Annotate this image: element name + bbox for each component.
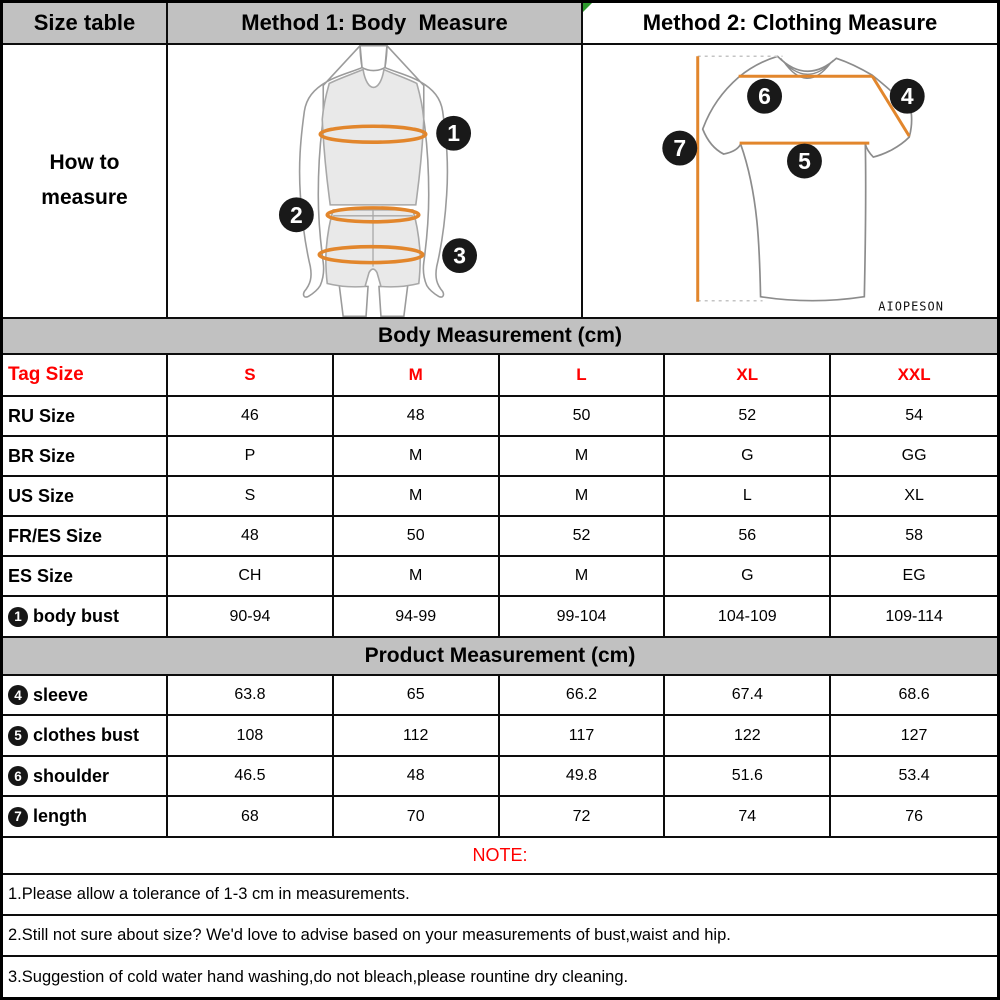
method2-header-label: Method 2: Clothing Measure [642,10,938,35]
body-measurement-band [3,319,997,355]
row-label-sleeve [3,676,168,714]
svg-text:2: 2 [290,201,303,228]
method2-header [583,3,997,43]
value-cell-ru-size-4: 54 [905,407,923,424]
value-cell-shoulder-1: 48 [334,757,500,795]
value-cell-clothes-bust-3: 122 [665,716,831,755]
value-cell-tag-size-2: L [500,355,666,395]
tshirt-outline [703,56,912,300]
row-label-text: US Size [8,485,75,506]
value-cell-length-3: 74 [665,797,831,836]
table-row-clothes-bust [3,716,997,757]
notes-list [3,875,997,997]
circle-marker-4-icon: 4 [8,685,28,705]
value-cell-us-size-1: M [334,477,500,515]
value-cell-sleeve-2: 66.2 [500,676,666,714]
value-cell-body-bust-2: 99-104 [500,597,666,636]
row-label-text: body bust [33,606,119,626]
marker-5-icon [787,144,822,179]
value-cell-fr-es-size-3: 56 [665,517,831,555]
value-cell-us-size-0: S [168,477,334,515]
value-cell-shoulder-4: 53.4 [898,767,930,784]
row-label-text: clothes bust [33,725,140,745]
value-cell-fr-es-size-0: 48 [168,517,334,555]
row-label-text: sleeve [33,684,89,705]
table-row-br-size [3,437,997,477]
illustration-row [3,45,997,319]
value-cell-ru-size-0: 46 [168,397,334,435]
svg-text:1: 1 [447,120,460,147]
marker-3-icon [442,238,477,273]
row-label-ru-size [3,397,168,435]
row-label-length [3,797,168,836]
value-cell-sleeve-3: 67.4 [665,676,831,714]
value-cell-tag-size-3: XL [665,355,831,395]
circle-marker-7-icon: 7 [8,807,28,827]
table-row-sleeve [3,676,997,716]
row-label-es-size [3,557,168,595]
value-cell-fr-es-size-2: 52 [500,517,666,555]
row-label-fr-es-size [3,517,168,555]
brand-text: AIOPESON [878,299,944,314]
body-neck [360,46,387,71]
value-cell-shoulder-2: 49.8 [500,757,666,795]
table-row-length [3,797,997,838]
note-item-3: 3.Suggestion of cold water hand washing,do not bleach,please rountine dry cleaning. [8,967,629,986]
value-cell-br-size-0: P [168,437,334,475]
svg-text:5: 5 [798,148,811,175]
value-cell-fr-es-size-4: 58 [905,527,923,544]
row-label-tag-size [3,355,168,395]
value-cell-es-size-4: EG [902,567,926,584]
body-left-leg [339,284,368,316]
marker-4-icon [890,79,925,114]
body-right-leg [379,284,408,316]
row-label-clothes-bust [3,716,168,755]
svg-text:4: 4 [900,83,914,110]
value-cell-clothes-bust-4: 127 [900,726,928,744]
row-label-text: ES Size [8,565,74,586]
value-cell-es-size-3: G [665,557,831,595]
note-item-2: 2.Still not sure about size? We'd love to advise based on your measurements of bust,waist and hip. [3,916,997,957]
value-cell-sleeve-0: 63.8 [168,676,334,714]
product-measurement-title: Product Measurement (cm) [3,638,997,674]
svg-text:6: 6 [758,83,771,110]
row-label-br-size [3,437,168,475]
row-label-shoulder [3,757,168,795]
body-measurement-title: Body Measurement (cm) [3,319,997,353]
value-cell-clothes-bust-1: 112 [334,716,500,755]
table-row-shoulder [3,757,997,797]
value-cell-es-size-0: CH [168,557,334,595]
marker-6-icon [747,79,782,114]
value-cell-length-2: 72 [500,797,666,836]
value-cell-ru-size-1: 48 [334,397,500,435]
value-cell-body-bust-3: 104-109 [665,597,831,636]
body-measurement-table [3,355,997,638]
svg-text:3: 3 [453,242,466,269]
value-cell-fr-es-size-1: 50 [334,517,500,555]
value-cell-ru-size-2: 50 [500,397,666,435]
value-cell-us-size-3: L [665,477,831,515]
clothing-diagram [583,45,997,317]
body-diagram-cell [168,45,583,317]
value-cell-body-bust-4: 109-114 [885,607,943,625]
cell-comment-marker-icon [583,3,592,12]
value-cell-length-0: 68 [168,797,334,836]
value-cell-shoulder-0: 46.5 [168,757,334,795]
tank-top [322,70,424,205]
value-cell-body-bust-0: 90-94 [168,597,334,636]
table-row-ru-size [3,397,997,437]
row-label-text: Tag Size [8,364,84,385]
row-label-text: shoulder [33,765,110,786]
table-row-fr-es-size [3,517,997,557]
value-cell-ru-size-3: 52 [665,397,831,435]
row-label-us-size [3,477,168,515]
marker-2-icon [279,197,314,232]
circle-marker-6-icon: 6 [8,766,28,786]
value-cell-us-size-4: XL [904,487,924,504]
value-cell-br-size-1: M [334,437,500,475]
product-measurement-table [3,676,997,838]
value-cell-sleeve-1: 65 [334,676,500,714]
row-label-body-bust [3,597,168,636]
product-measurement-band [3,638,997,676]
note-title: NOTE: [3,838,997,875]
row-label-text: length [33,806,87,826]
value-cell-sleeve-4: 68.6 [898,686,930,703]
note-item-1: 1.Please allow a tolerance of 1-3 cm in measurements. [3,875,997,916]
method1-header: Method 1: Body Measure [168,3,583,43]
body-diagram [168,45,581,317]
value-cell-tag-size-0: S [168,355,334,395]
value-cell-br-size-2: M [500,437,666,475]
value-cell-es-size-2: M [500,557,666,595]
value-cell-es-size-1: M [334,557,500,595]
value-cell-br-size-3: G [665,437,831,475]
row-label-text: RU Size [8,405,76,426]
value-cell-clothes-bust-0: 108 [168,716,334,755]
svg-text:7: 7 [673,135,687,162]
value-cell-us-size-2: M [500,477,666,515]
value-cell-body-bust-1: 94-99 [334,597,500,636]
table-row-us-size [3,477,997,517]
circle-marker-5-icon: 5 [8,726,28,746]
size-table-header: Size table [3,3,168,43]
table-row-tag-size [3,355,997,397]
value-cell-tag-size-4: XXL [897,365,931,384]
how-to-measure-label: How to measure [3,45,168,317]
table-row-es-size [3,557,997,597]
value-cell-length-4: 76 [905,807,923,825]
circle-marker-1-icon: 1 [8,607,28,627]
value-cell-shoulder-3: 51.6 [665,757,831,795]
value-cell-br-size-4: GG [901,447,927,464]
marker-1-icon [436,116,471,151]
top-header-row [3,3,997,45]
value-cell-clothes-bust-2: 117 [500,716,666,755]
marker-7-icon [662,131,697,166]
row-label-text: BR Size [8,445,76,466]
value-cell-tag-size-1: M [334,355,500,395]
value-cell-length-1: 70 [334,797,500,836]
row-label-text: FR/ES Size [8,525,103,546]
table-row-body-bust [3,597,997,638]
clothing-diagram-cell [583,45,997,317]
